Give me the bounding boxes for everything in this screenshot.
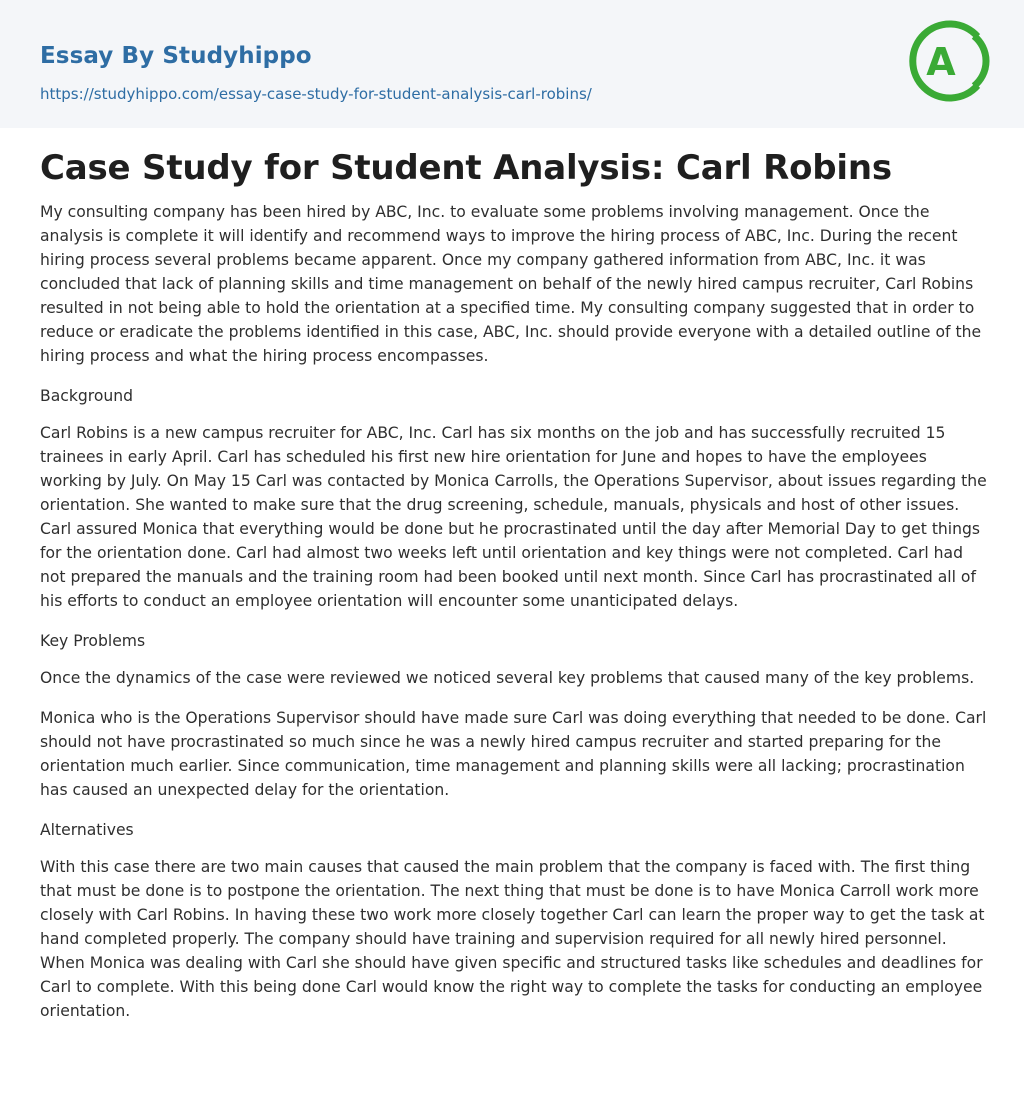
- intro-paragraph: My consulting company has been hired by ABC, Inc. to evaluate some problems involving management. Once the analysis is complete it will identify and recommend ways to improve the hiring process of ABC, Inc. During the recent hiring process several problems became apparent. Once my company gathered information from ABC, Inc. it was concluded that lack of planning skills and time management on behalf of the newly hired campus recruiter, Carl Robins resulted in not being able to hold the orientation at a specified time. My consulting company suggested that in order to reduce or eradicate the problems identified in this case, ABC, Inc. should provide everyone with a detailed outline of the hiring process and what the hiring process encompasses.: [40, 203, 982, 365]
- section-heading-key-problems: Key Problems: [40, 632, 146, 650]
- site-header: [0, 0, 1024, 128]
- site-brand[interactable]: Essay By Studyhippo: [40, 43, 312, 69]
- logo-letter: A: [926, 40, 956, 84]
- studyhippo-logo-icon[interactable]: [906, 16, 996, 106]
- section-heading-alternatives: Alternatives: [40, 821, 134, 839]
- article: [40, 146, 988, 1039]
- alternatives-paragraph: With this case there are two main causes that caused the main problem that the company is faced with. The first thing that must be done is to postpone the orientation. The next thing that must be done is to have Monica Carroll work more closely with Carl Robins. In having these two work more closely together Carl can learn the proper way to get the task at hand completed properly. The company should have training and supervision required for all newly hired personnel. When Monica was dealing with Carl she should have given specific and structured tasks like schedules and deadlines for Carl to complete. With this being done Carl would know the right way to complete the tasks for conducting an employee orientation.: [40, 858, 985, 1020]
- section-heading-background: Background: [40, 387, 134, 405]
- key-problems-paragraph-1: Once the dynamics of the case were reviewed we noticed several key problems that caused many of the key problems.: [40, 669, 975, 687]
- essay-url-link[interactable]: https://studyhippo.com/essay-case-study-for-student-analysis-carl-robins/: [40, 85, 592, 103]
- page-title: Case Study for Student Analysis: Carl Robins: [40, 148, 892, 188]
- background-paragraph: Carl Robins is a new campus recruiter for ABC, Inc. Carl has six months on the job and has successfully recruited 15 trainees in early April. Carl has scheduled his first new hire orientation for June and hopes to have the employees working by July. On May 15 Carl was contacted by Monica Carrolls, the Operations Supervisor, about issues regarding the orientation. She wanted to make sure that the drug screening, schedule, manuals, physicals and host of other issues. Carl assured Monica that everything would be done but he procrastinated until the day after Memorial Day to get things for the orientation done. Carl had almost two weeks left until orientation and key things were not completed. Carl had not prepared the manuals and the training room had been booked until next month. Since Carl has procrastinated all of his efforts to conduct an employee orientation will encounter some unanticipated delays.: [40, 424, 987, 610]
- key-problems-paragraph-2: Monica who is the Operations Supervisor should have made sure Carl was doing everything that needed to be done. Carl should not have procrastinated so much since he was a newly hired campus recruiter and started preparing for the orientation much earlier. Since communication, time management and planning skills were all lacking; procrastination has caused an unexpected delay for the orientation.: [40, 709, 987, 799]
